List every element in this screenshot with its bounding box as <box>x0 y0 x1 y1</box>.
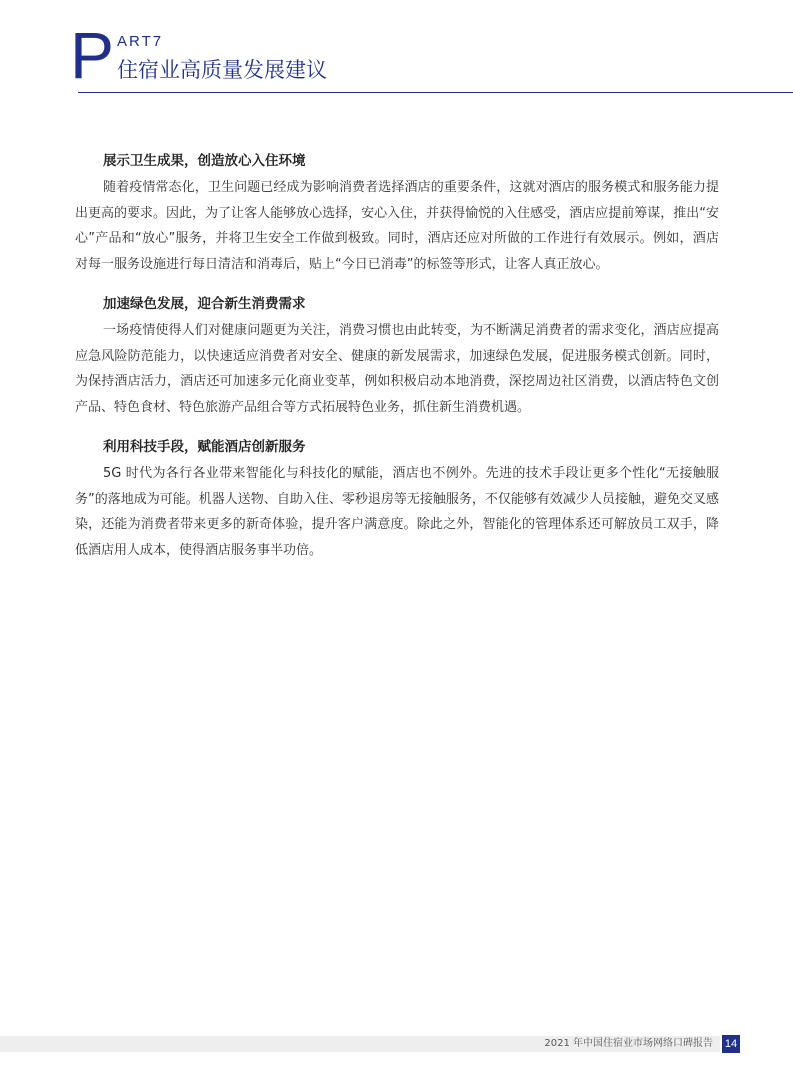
page-title: 住宿业高质量发展建议 <box>117 58 327 82</box>
header-divider <box>78 92 793 93</box>
main-content <box>75 150 719 579</box>
section-green-development <box>75 293 719 420</box>
section-hygiene <box>75 150 719 277</box>
section-technology <box>75 436 719 563</box>
section-paragraph: 一场疫情使得人们对健康问题更为关注，消费习惯也由此转变，为不断满足消费者的需求变化，酒店应提高应急风险防范能力，以快速适应消费者对安全、健康的新发展需求，加速绿色发展，促进服务模式创新。同时，为保持酒店活力，酒店还可加速多元化商业变革，例如积极启动本地消费，深挖周边社区消费，以酒店特色文创产品、特色食材、特色旅游产品组合等方式拓展特色业务，抓住新生消费机遇。 <box>75 323 719 415</box>
part-number: ART7 <box>117 33 164 50</box>
section-heading: 展示卫生成果，创造放心入住环境 <box>103 153 306 169</box>
section-paragraph: 5G 时代为各行各业带来智能化与科技化的赋能，酒店也不例外。先进的技术手段让更多个性化“无接触服务”的落地成为可能。机器人送物、自助入住、零秒退房等无接触服务，不仅能够有效减少人员接触，避免交叉感染，还能为消费者带来更多的新奇体验，提升客户满意度。除此之外，智能化的管理体系还可解放员工双手，降低酒店用人成本，使得酒店服务事半功倍。 <box>75 466 719 558</box>
section-heading: 利用科技手段，赋能酒店创新服务 <box>103 439 306 455</box>
footer-report-title: 2021 年中国住宿业市场网络口碑报告 <box>544 1038 713 1049</box>
part-letter: P <box>70 18 115 92</box>
page-number: 14 <box>722 1035 740 1053</box>
section-heading: 加速绿色发展，迎合新生消费需求 <box>103 296 306 312</box>
section-paragraph: 随着疫情常态化，卫生问题已经成为影响消费者选择酒店的重要条件，这就对酒店的服务模式和服务能力提出更高的要求。因此，为了让客人能够放心选择，安心入住，并获得愉悦的入住感受，酒店应提前筹谋，推出“安心”产品和“放心”服务，并将卫生安全工作做到极致。同时，酒店还应对所做的工作进行有效展示。例如，酒店对每一服务设施进行每日清洁和消毒后，贴上“今日已消毒”的标签等形式，让客人真正放心。 <box>75 180 719 272</box>
